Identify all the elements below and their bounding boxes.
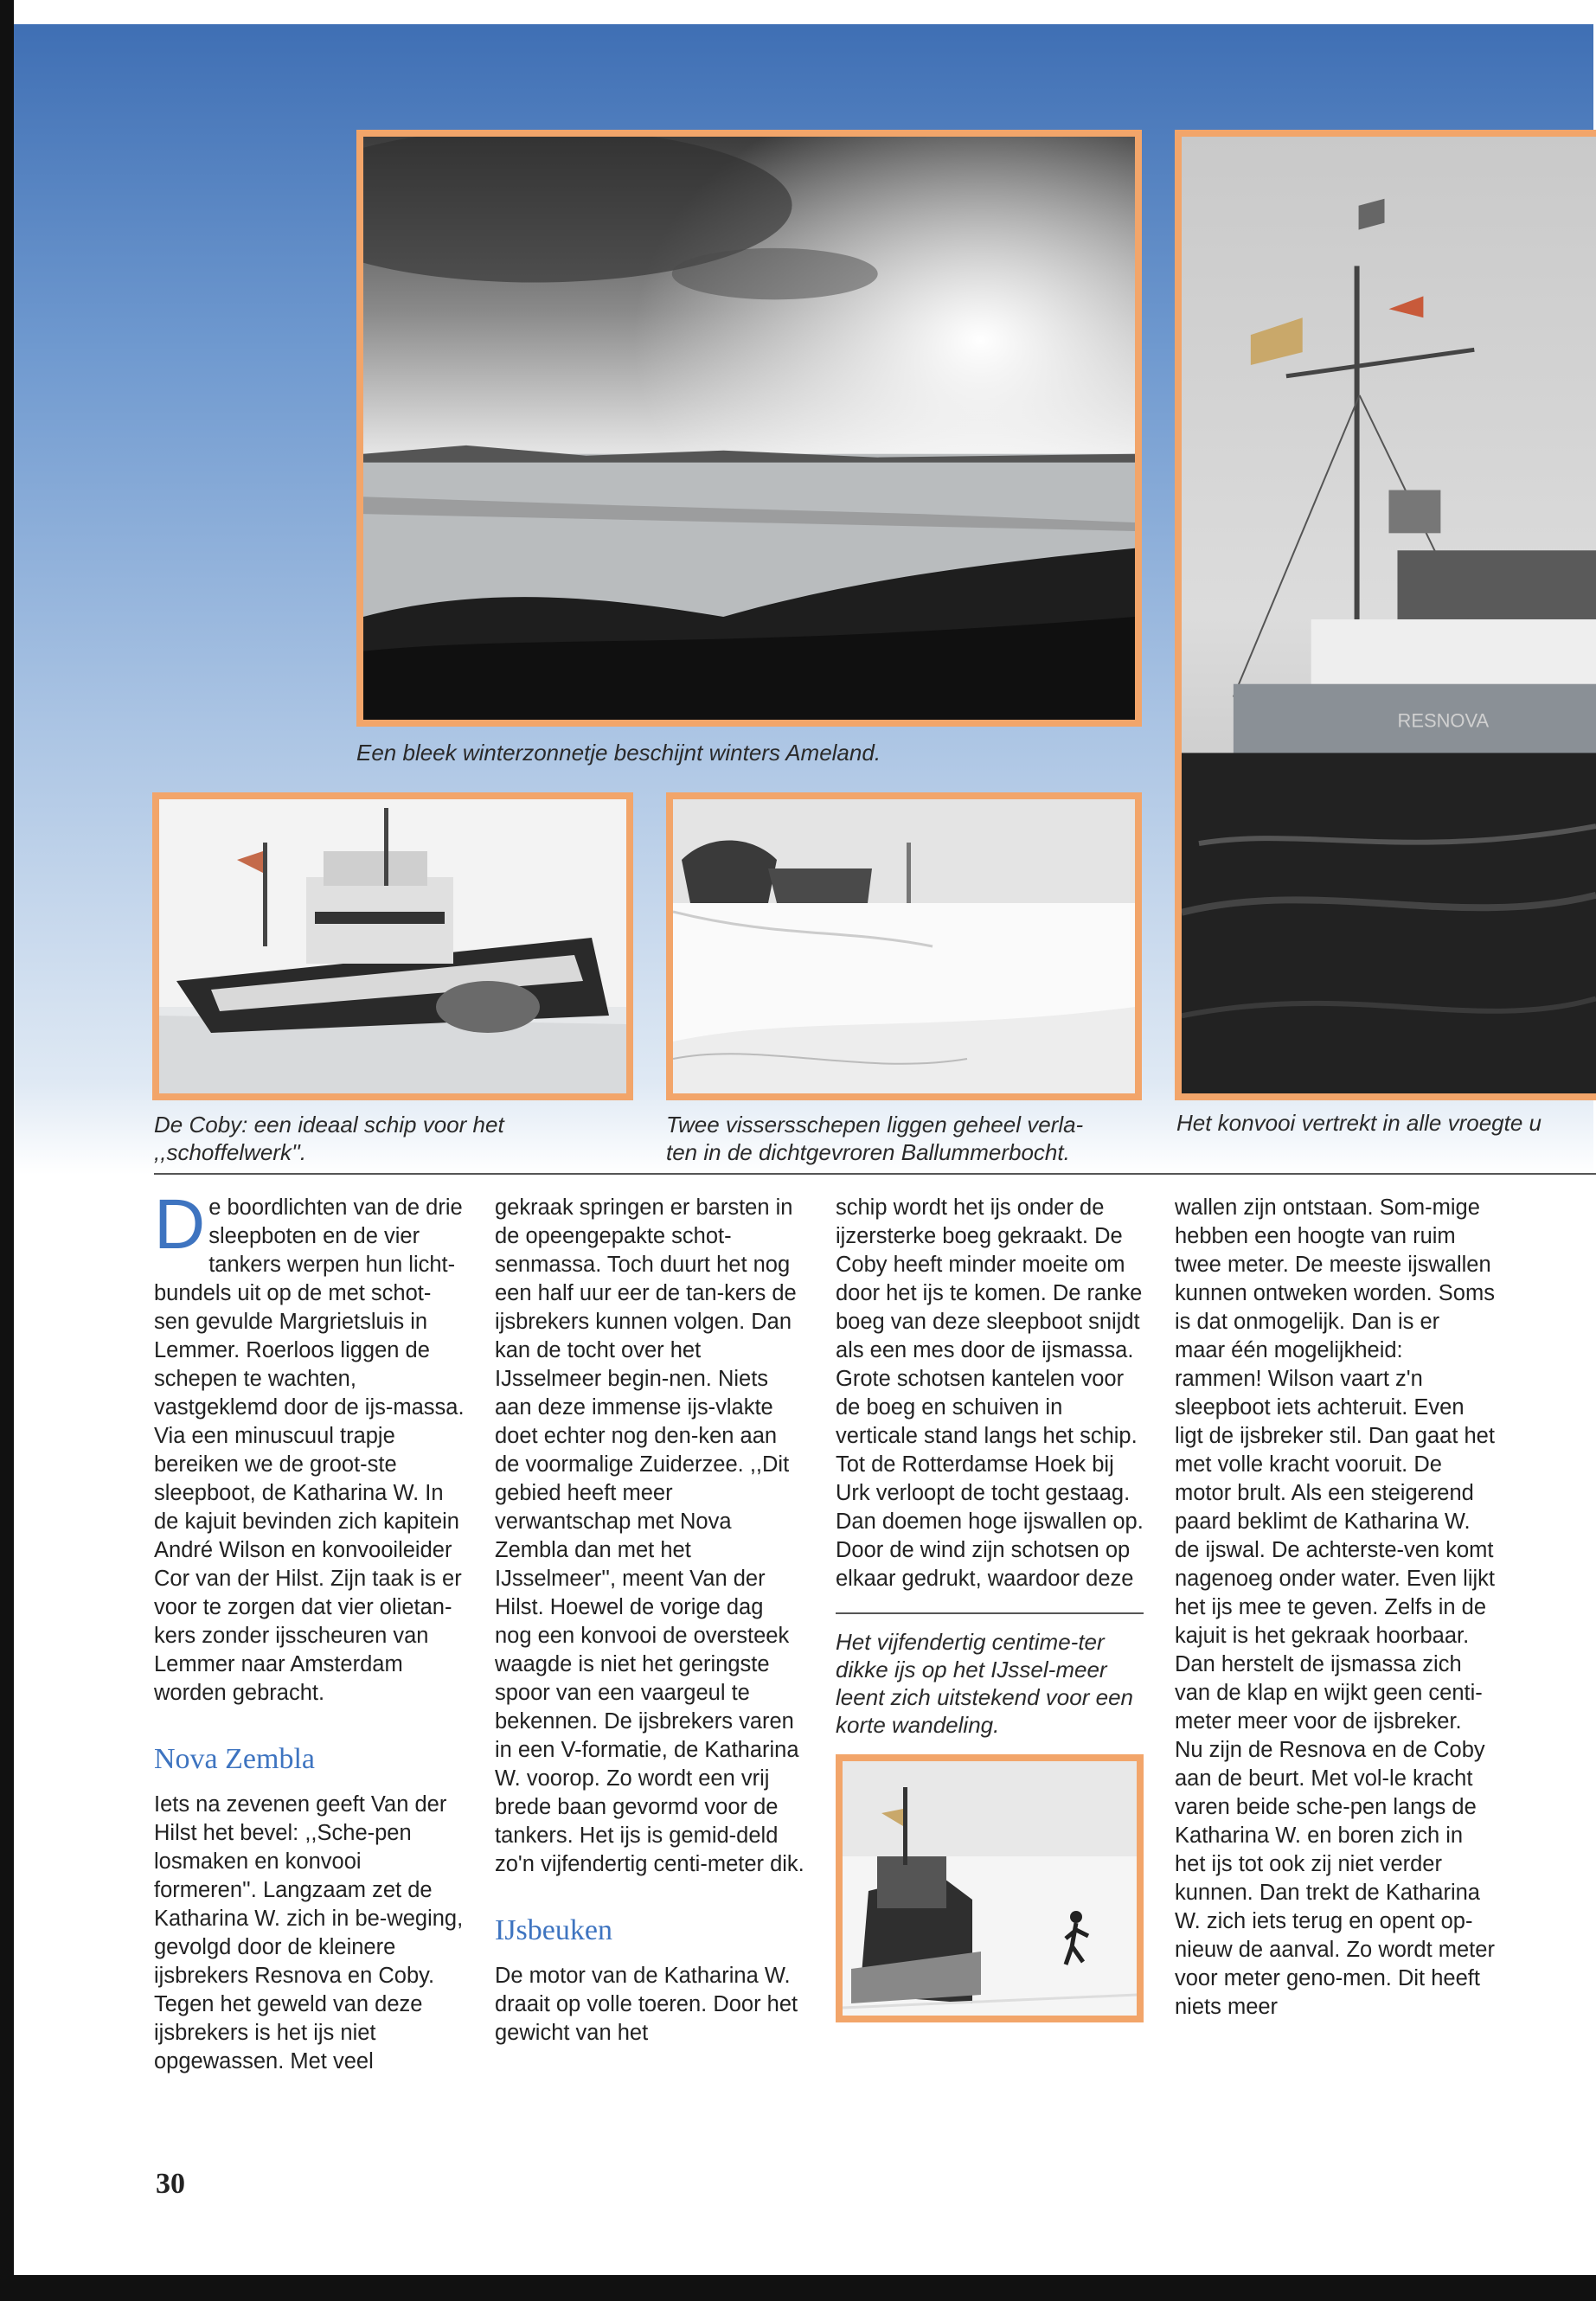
ameland-image bbox=[363, 137, 1135, 720]
page-top-margin bbox=[0, 0, 1596, 24]
scan-left-edge bbox=[0, 0, 14, 2301]
photo-ameland bbox=[356, 130, 1142, 727]
convoy-image bbox=[1182, 137, 1596, 1093]
heading-ijsbeuken: IJsbeuken bbox=[495, 1914, 612, 1946]
caption-walk: Het vijfendertig centime-ter dikke ijs op het IJssel-meer leent zich uitstekend voor een korte wandeling. bbox=[836, 1612, 1144, 1739]
col2-after-heading: De motor van de Katharina W. draait op volle toeren. Door het gewicht van het bbox=[495, 1964, 798, 2045]
caption-divider bbox=[154, 1173, 1596, 1175]
article-column-3 bbox=[836, 1194, 1144, 2022]
col1-intro-paragraph bbox=[154, 1185, 465, 1708]
caption-coby-line2: ,,schoffelwerk''. bbox=[154, 1139, 307, 1165]
col3-text: schip wordt het ijs onder de ijzersterke boeg gekraakt. De Coby heeft minder moeite om door het ijs te komen. De ranke boeg van deze sleepboot snijdt als een mes door de ijsmassa. Grote schotsen kantelen voor de boeg en schuiven in verticale stand langs het schip. Tot de Rotterdamse Hoek bij Urk verloopt de tocht gestaag. Dan doemen hoge ijswallen op. Door de wind zijn schotsen op elkaar gedrukt, waardoor deze bbox=[836, 1195, 1144, 1591]
col1-intro-text: e boordlichten van de drie sleepboten en de vier tankers werpen hun licht-bundels uit op de met schot-sen gevulde Margrietsluis in Lemmer. Roerloos liggen de schepen te wachten, vastgeklemd door de ijs-massa. Via een minuscuul trapje bereiken we de groot-ste sleepboot, de Katharina W. In de kajuit bevinden zich kapitein André Wilson en konvooileider Cor van der Hilst. Zijn taak is er voor te zorgen dat vier olietan-kers zonder ijsscheuren van Lemmer naar Amsterdam worden gebracht. bbox=[154, 1195, 465, 1705]
walk-image bbox=[843, 1761, 1137, 2016]
photo-walk bbox=[836, 1754, 1144, 2022]
caption-coby bbox=[154, 1111, 635, 1166]
caption-convoy: Het konvooi vertrekt in alle vroegte u bbox=[1176, 1110, 1542, 1136]
coby-image bbox=[159, 799, 626, 1093]
photo-fishing-boats bbox=[666, 792, 1142, 1100]
drop-cap: D bbox=[154, 1185, 206, 1264]
col2-text: gekraak springen er barsten in de opeengepakte schot-senmassa. Toch duurt het nog een half uur eer de tan-kers de ijsbrekers kunnen volgen. Dan kan de tocht over het IJsselmeer begin-nen. Niets aan deze immense ijs-vlakte doet echter nog den-ken aan de voormalige Zuiderzee. ,,Dit gebied heeft meer verwantschap met Nova Zembla dan met het IJsselmeer'', meent Van der Hilst. Hoewel de vorige dag nog een konvooi de oversteek waagde is niet het geringste spoor van een vaargeul te bekennen. De ijsbrekers varen in een V-formatie, de Katharina W. voorop. Zo wordt een vrij brede baan gevormd voor de tankers. Het ijs is gemid-deld zo'n vijfendertig centi-meter dik. bbox=[495, 1195, 804, 1876]
col1-after-heading: Iets na zevenen geeft Van der Hilst het bevel: ,,Sche-pen losmaken en konvooi formeren''. Langzaam zet de Katharina W. zich in be-weging, gevolgd door de kleinere ijsbrekers Resnova en Coby. Tegen het geweld van deze ijsbrekers is het ijs niet opgewassen. Met veel bbox=[154, 1792, 464, 2073]
caption-fishing-boats bbox=[666, 1111, 1151, 1166]
ship-name-resnova: RESNOVA bbox=[1397, 709, 1490, 732]
page-number: 30 bbox=[156, 2168, 185, 2200]
article-column-4 bbox=[1175, 1194, 1495, 2022]
caption-coby-line1: De Coby: een ideaal schip voor het bbox=[154, 1112, 504, 1138]
caption-fishing-line1: Twee vissersschepen liggen geheel verla- bbox=[666, 1112, 1084, 1138]
photo-convoy bbox=[1175, 130, 1596, 1100]
article-column-2 bbox=[495, 1194, 806, 2048]
caption-ameland: Een bleek winterzonnetje beschijnt winters Ameland. bbox=[356, 740, 881, 766]
article-column-1 bbox=[154, 1185, 465, 2076]
fishing-boats-image bbox=[673, 799, 1135, 1093]
heading-nova-zembla: Nova Zembla bbox=[154, 1743, 315, 1775]
photo-coby bbox=[152, 792, 633, 1100]
scan-bottom-edge bbox=[0, 2275, 1596, 2301]
col4-text: wallen zijn ontstaan. Som-mige hebben een hoogte van ruim twee meter. De meeste ijswallen kunnen ontweken worden. Soms is dat onmogelijk. Dan is er maar één mogelijkheid: rammen! Wilson vaart z'n sleepboot iets achteruit. Even ligt de ijsbreker stil. Dan gaat het met volle kracht vooruit. De motor brult. Als een steigerend paard beklimt de Katharina W. de ijswal. De achterste-ven komt nagenoeg onder water. Even lijkt het ijs mee te geven. Zelfs in de kajuit is het gekraak hoorbaar. Dan herstelt de ijsmassa zich van de klap en wijkt geen centi-meter meer voor de ijsbreker. Nu zijn de Resnova en de Coby aan de beurt. Met vol-le kracht varen beide sche-pen langs de Katharina W. en boren zich in het ijs tot ook zij niet verder kunnen. Dan trekt de Katharina W. zich iets terug en opent op-nieuw de aanval. Zo wordt meter voor meter geno-men. Dit heeft niets meer bbox=[1175, 1195, 1495, 2019]
caption-fishing-line2: ten in de dichtgevroren Ballummerbocht. bbox=[666, 1139, 1070, 1165]
